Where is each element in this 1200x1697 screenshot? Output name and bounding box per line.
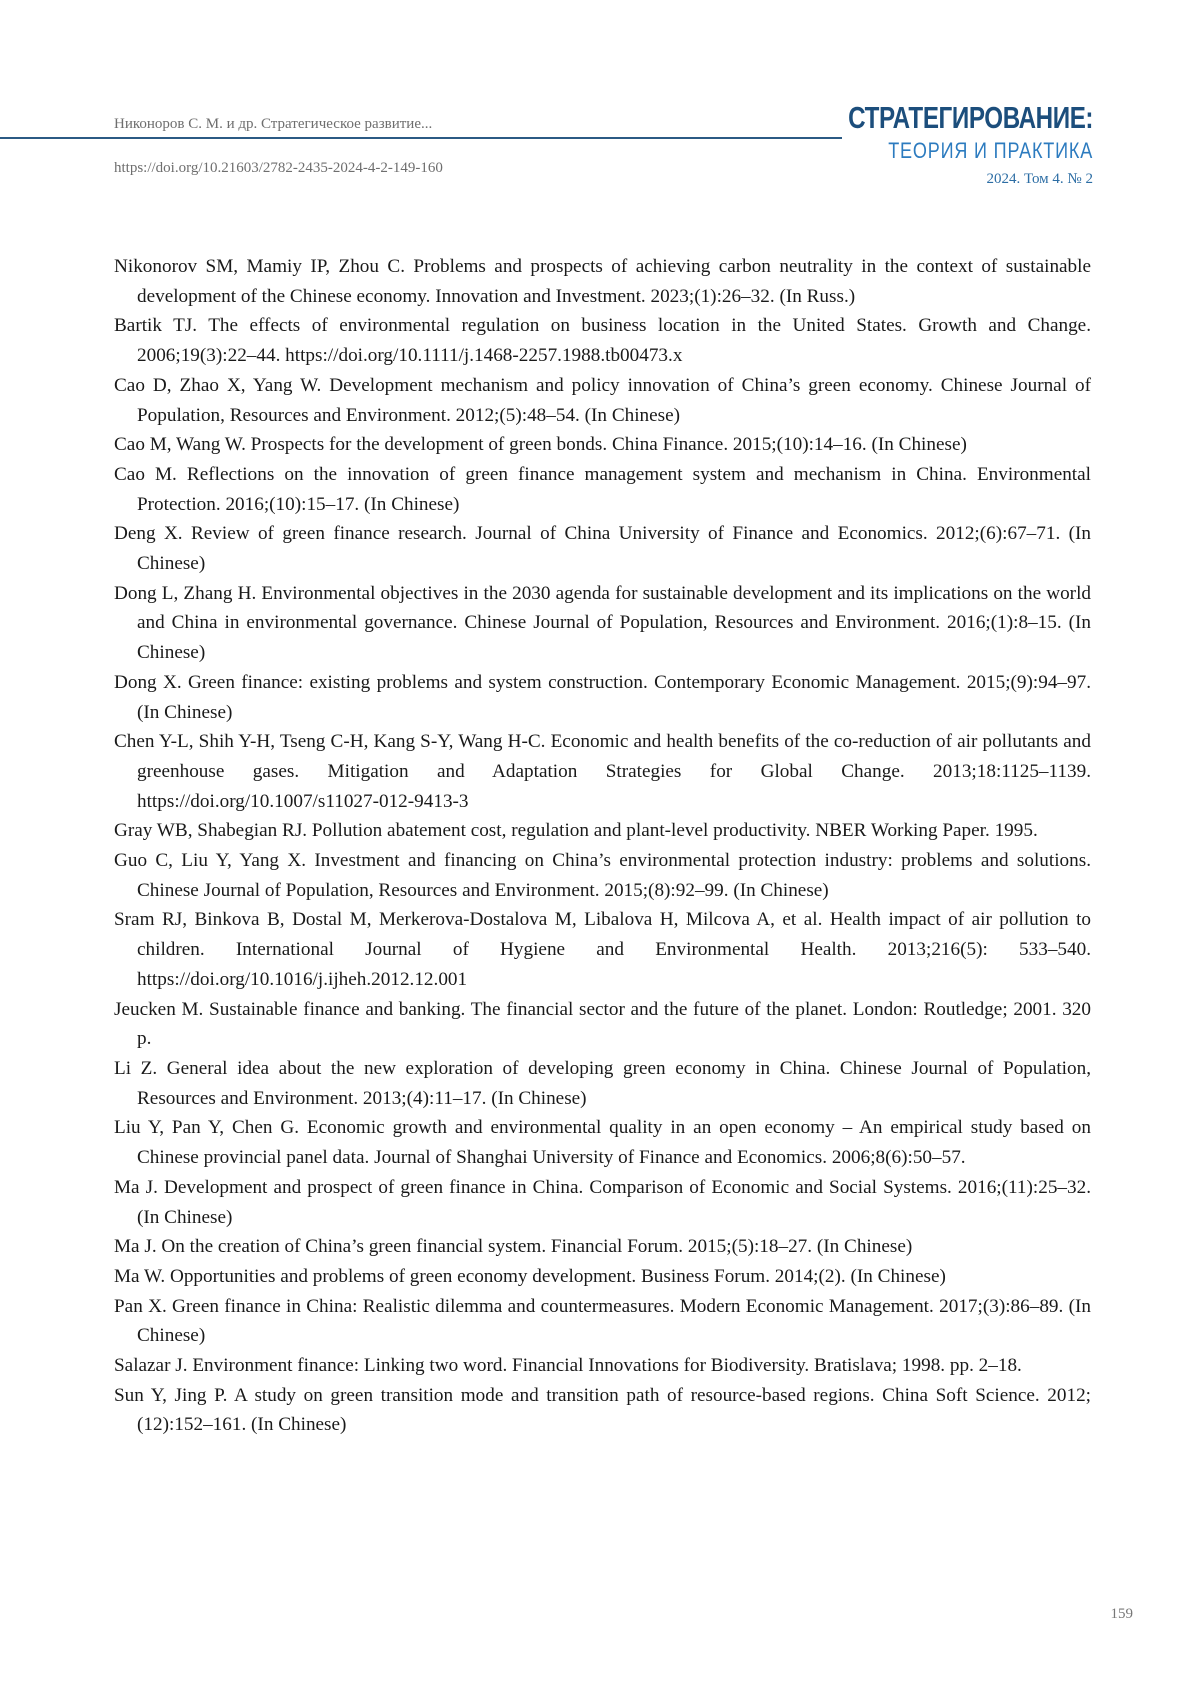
page-number: 159: [1110, 1606, 1133, 1622]
reference-item: Jeucken M. Sustainable finance and banking. The financial sector and the future of the planet. London: Routledge; 2001. 320 p.: [114, 998, 1091, 1050]
journal-masthead: [779, 100, 1093, 190]
journal-issue: 2024. Том 4. № 2: [986, 171, 1093, 187]
reference-item: Cao M. Reflections on the innovation of green finance management system and mechanism in China. Environmental Protection. 2016;(10):15–17. (In Chinese): [114, 463, 1091, 515]
reference-item: Gray WB, Shabegian RJ. Pollution abatement cost, regulation and plant-level productivity. NBER Working Paper. 1995.: [114, 820, 1038, 842]
reference-item: Bartik TJ. The effects of environmental regulation on business location in the United States. Growth and Change. 2006;19(3):22–44. https://doi.org/10.1111/j.1468-2257.1988.tb00473.x: [114, 315, 1091, 367]
reference-item: Nikonorov SM, Mamiy IP, Zhou C. Problems and prospects of achieving carbon neutrality in the context of sustainable development of the Chinese economy. Innovation and Investment. 2023;(1):26–32. (In Russ.): [114, 256, 1091, 307]
reference-item: Deng X. Review of green finance research. Journal of China University of Finance and Economics. 2012;(6):67–71. (In Chinese): [114, 523, 1091, 575]
reference-list: [114, 252, 1091, 1440]
reference-item: Sram RJ, Binkova B, Dostal M, Merkerova-Dostalova M, Libalova H, Milcova A, et al. Health impact of air pollution to children. International Journal of Hygiene and Environmental Health. 2013;216(5): 533–540. https://doi.org/10.1016/j.ijheh.2012.12.001: [114, 909, 1091, 990]
reference-item: Guo C, Liu Y, Yang X. Investment and financing on China’s environmental protection industry: problems and solutions. Chinese Journal of Population, Resources and Environment. 2015;(8):92–99. (In Chinese): [114, 850, 1091, 901]
reference-item: Dong L, Zhang H. Environmental objectives in the 2030 agenda for sustainable development and its implications on the world and China in environmental governance. Chinese Journal of Population, Resources and Environment. 2016;(1):8–15. (In Chinese): [114, 582, 1091, 664]
reference-item: Dong X. Green finance: existing problems and system construction. Contemporary Economic Management. 2015;(9):94–97. (In Chinese): [114, 671, 1091, 723]
reference-item: Liu Y, Pan Y, Chen G. Economic growth and environmental quality in an open economy – An empirical study based on Chinese provincial panel data. Journal of Shanghai University of Finance and Economics. 2006;8(6):50–57.: [114, 1117, 1091, 1169]
reference-item: Sun Y, Jing P. A study on green transition mode and transition path of resource-based regions. China Soft Science. 2012;(12):152–161. (In Chinese): [114, 1384, 1091, 1436]
reference-item: Pan X. Green finance in China: Realistic dilemma and countermeasures. Modern Economic Management. 2017;(3):86–89. (In Chinese): [114, 1295, 1091, 1347]
reference-item: Chen Y-L, Shih Y-H, Tseng C-H, Kang S-Y, Wang H-C. Economic and health benefits of the co-reduction of air pollutants and greenhouse gases. Mitigation and Adaptation Strategies for Global Change. 2013;18:1125–1139. https://doi.org/10.1007/s11027-012-9413-3: [114, 731, 1091, 812]
reference-item: Ma W. Opportunities and problems of green economy development. Business Forum. 2014;(2). (In Chinese): [114, 1265, 946, 1287]
journal-title: СТРАТЕГИРОВАНИЕ:: [847, 100, 1093, 135]
header-divider: [0, 137, 842, 139]
reference-item: Li Z. General idea about the new exploration of developing green economy in China. Chinese Journal of Population, Resources and Environment. 2013;(4):11–17. (In Chinese): [114, 1057, 1091, 1109]
running-header-authors: Никоноров С. М. и др. Стратегическое развитие...: [114, 116, 433, 132]
reference-item: Salazar J. Environment finance: Linking two word. Financial Innovations for Biodiversity. Bratislava; 1998. pp. 2–18.: [114, 1355, 1022, 1377]
journal-subtitle: ТЕОРИЯ И ПРАКТИКА: [888, 138, 1093, 163]
running-header: [114, 114, 443, 178]
reference-item: Cao M, Wang W. Prospects for the development of green bonds. China Finance. 2015;(10):14–16. (In Chinese): [114, 434, 967, 456]
reference-item: Ma J. Development and prospect of green finance in China. Comparison of Economic and Social Systems. 2016;(11):25–32. (In Chinese): [114, 1176, 1091, 1228]
reference-item: Cao D, Zhao X, Yang W. Development mechanism and policy innovation of China’s green economy. Chinese Journal of Population, Resources and Environment. 2012;(5):48–54. (In Chinese): [114, 374, 1091, 426]
reference-item: Ma J. On the creation of China’s green financial system. Financial Forum. 2015;(5):18–27. (In Chinese): [114, 1236, 913, 1258]
article-doi: https://doi.org/10.21603/2782-2435-2024-4-2-149-160: [114, 160, 443, 176]
